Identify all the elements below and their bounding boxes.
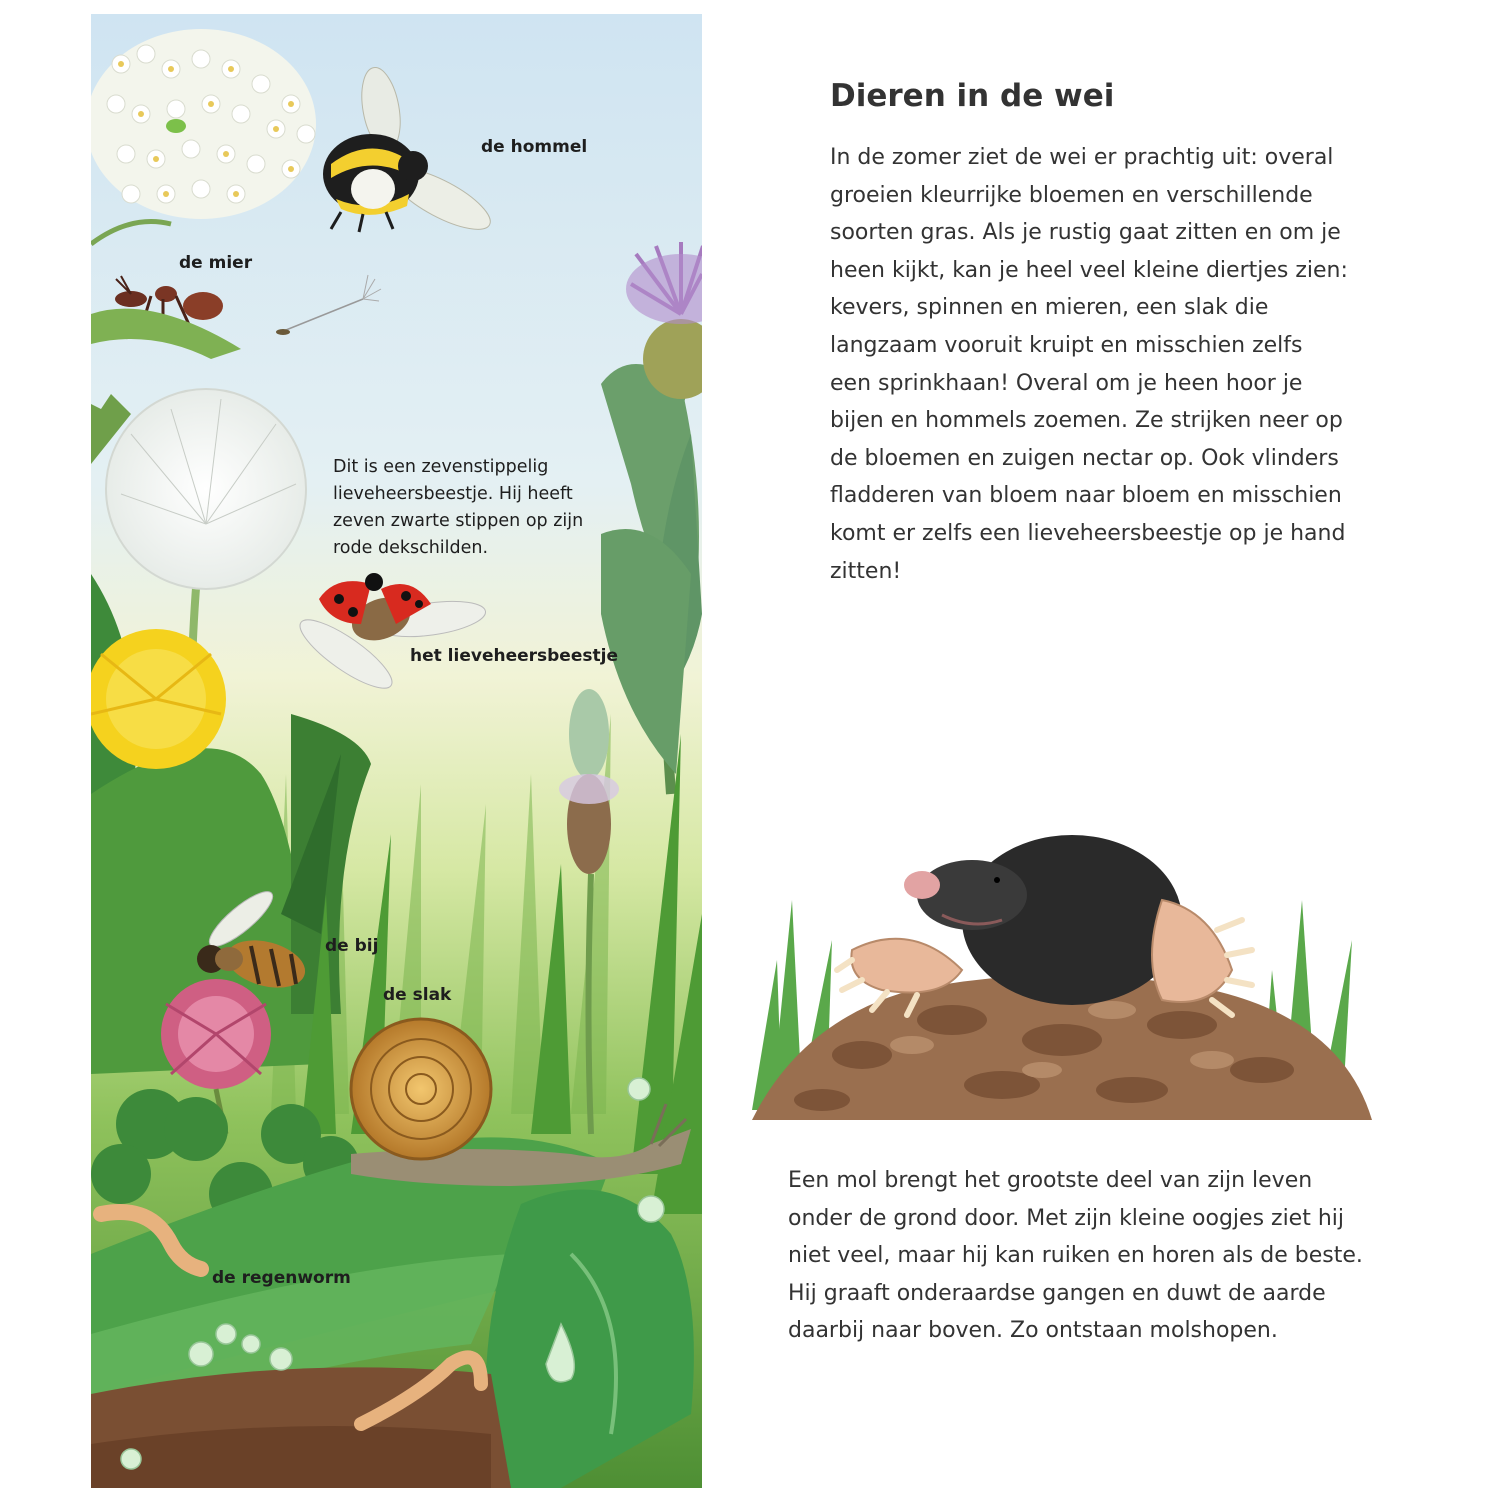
- text-line: komt er zelfs een lieveheersbeestje op je hand: [830, 520, 1346, 546]
- text-line: In de zomer ziet de wei er prachtig uit: overal: [830, 145, 1334, 170]
- caption-line: lieveheersbeestje. Hij heeft: [333, 484, 573, 504]
- ladybird-caption: [333, 454, 603, 562]
- label-regenworm: de regenworm: [212, 1268, 351, 1288]
- text-line: bijen en hommels zoemen. Ze strijken neer op: [830, 408, 1343, 434]
- meadow-illustration: [91, 14, 702, 1488]
- soil: [91, 1367, 511, 1488]
- text-line: heen kijkt, kan je heel veel kleine diertjes zien:: [830, 257, 1348, 283]
- caption-line: Dit is een zevenstippelig: [333, 457, 549, 477]
- text-line: niet veel, maar hij kan ruiken en horen als de beste.: [788, 1243, 1363, 1269]
- text-line: fladderen van bloem naar bloem en misschien: [830, 483, 1342, 509]
- text-line: Hij graaft onderaardse gangen en duwt de aarde: [788, 1280, 1326, 1306]
- caption-line: zeven zwarte stippen op zijn: [333, 511, 584, 531]
- text-line: kevers, spinnen en mieren, een slak die: [830, 295, 1269, 321]
- text-line: Een mol brengt het grootste deel van zijn leven: [788, 1168, 1313, 1193]
- label-hommel: de hommel: [481, 137, 588, 157]
- mole: [837, 835, 1252, 1015]
- label-mier: de mier: [179, 253, 253, 273]
- text-line: onder de grond door. Met zijn kleine oogjes ziet hij: [788, 1205, 1345, 1231]
- label-slak: de slak: [383, 985, 452, 1005]
- text-line: een sprinkhaan! Overal om je heen hoor je: [830, 370, 1303, 396]
- mole-paragraph: [788, 1162, 1363, 1350]
- text-line: de bloemen en zuigen nectar op. Ook vlinders: [830, 445, 1339, 471]
- text-line: langzaam vooruit kruipt en misschien zelfs: [830, 332, 1303, 358]
- page-title: Dieren in de wei: [830, 78, 1115, 114]
- text-line: soorten gras. Als je rustig gaat zitten en om je: [830, 220, 1341, 246]
- label-bij: de bij: [325, 936, 379, 956]
- yellow-dandelion: [91, 629, 226, 769]
- text-line: groeien kleurrijke bloemen en verschillende: [830, 182, 1313, 208]
- intro-paragraph: [830, 139, 1348, 590]
- caption-line: rode dekschilden.: [333, 538, 489, 558]
- text-line: daarbij naar boven. Zo ontstaan molshopen.: [788, 1318, 1278, 1344]
- mole-illustration: [742, 820, 1382, 1120]
- text-line: zitten!: [830, 558, 902, 584]
- label-lieveheersbeestje: het lieveheersbeestje: [410, 646, 618, 666]
